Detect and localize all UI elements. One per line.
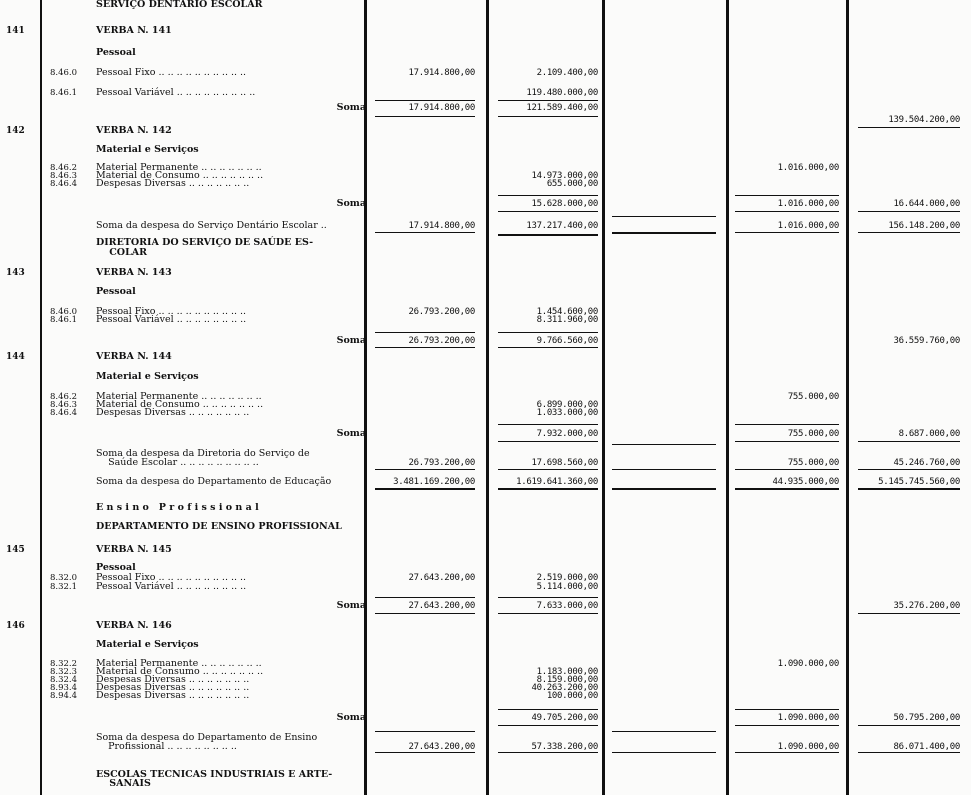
- amount-c2: 14.973.000,00: [531, 171, 598, 181]
- account-code: 8.94.4: [50, 691, 78, 701]
- amount-c4: 1.090.000,00: [777, 713, 839, 723]
- account-code: 8.46.3: [50, 171, 78, 181]
- row-description: VERBA N. 143: [96, 267, 172, 278]
- verba-number: 144: [6, 352, 25, 362]
- row-description: E n s i n o P r o f i s s i o n a l: [96, 502, 259, 513]
- amount-c2: 2.519.000,00: [536, 573, 598, 583]
- account-code: 8.93.4: [50, 683, 78, 693]
- amount-c2: 2.109.400,00: [536, 68, 598, 78]
- soma-label: Soma: [336, 600, 366, 611]
- amount-c5: 156.148.200,00: [888, 221, 960, 231]
- amount-c5: 35.276.200,00: [893, 601, 960, 611]
- amount-c2: 15.628.000,00: [531, 199, 598, 209]
- row-description: Pessoal Variável .. .. .. .. .. .. .. ..: [96, 581, 247, 592]
- amount-c2: 100.000,00: [546, 691, 598, 701]
- row-description: Material e Serviços: [96, 639, 199, 650]
- amount-c5: 36.559.760,00: [893, 336, 960, 346]
- column-rule: [486, 0, 489, 795]
- amount-c4: 1.090.000,00: [777, 659, 839, 669]
- account-code: 8.32.0: [50, 573, 78, 583]
- amount-c2: 57.338.200,00: [531, 742, 598, 752]
- account-code: 8.46.2: [50, 163, 78, 173]
- amount-c2: 1.454.600,00: [536, 307, 598, 317]
- amount-c2: 7.633.000,00: [536, 601, 598, 611]
- amount-c1: 27.643.200,00: [408, 573, 475, 583]
- amount-c2: 7.932.000,00: [536, 429, 598, 439]
- amount-c4: 44.935.000,00: [772, 477, 839, 487]
- row-description: Pessoal Fixo .. .. .. .. .. .. .. .. .. ..: [96, 306, 247, 317]
- amount-c1: 27.643.200,00: [408, 601, 475, 611]
- soma-label: Soma: [336, 428, 366, 439]
- row-description: Saúde Escolar .. .. .. .. .. .. .. .. ..: [96, 457, 259, 468]
- verba-number: 146: [6, 621, 25, 631]
- amount-c5: 86.071.400,00: [893, 742, 960, 752]
- amount-c2: 9.766.560,00: [536, 336, 598, 346]
- amount-c1: 17.914.800,00: [408, 68, 475, 78]
- row-description: Material de Consumo .. .. .. .. .. .. ..: [96, 399, 264, 410]
- amount-c4: 755.000,00: [787, 392, 839, 402]
- soma-label: Soma: [336, 102, 366, 113]
- account-code: 8.46.3: [50, 400, 78, 410]
- amount-c2: 137.217.400,00: [526, 221, 598, 231]
- amount-c2: 1.183.000,00: [536, 667, 598, 677]
- amount-c5: 16.644.000,00: [893, 199, 960, 209]
- row-description: Pessoal: [96, 562, 136, 573]
- soma-label: Soma: [336, 335, 366, 346]
- row-description: Material e Serviços: [96, 371, 199, 382]
- account-code: 8.46.2: [50, 392, 78, 402]
- row-description: Despesas Diversas .. .. .. .. .. .. ..: [96, 407, 250, 418]
- verba-number: 142: [6, 126, 25, 136]
- amount-c4: 755.000,00: [787, 429, 839, 439]
- amount-c2: 1.619.641.360,00: [516, 477, 598, 487]
- account-code: 8.32.4: [50, 675, 78, 685]
- row-description: Soma da despesa do Departamento de Ensino: [96, 732, 318, 743]
- soma-label: Soma: [336, 712, 366, 723]
- row-description: Despesas Diversas .. .. .. .. .. .. ..: [96, 178, 250, 189]
- row-description: Soma da despesa do Serviço Dentário Escolar ..: [96, 220, 327, 231]
- row-description: Material Permanente .. .. .. .. .. .. ..: [96, 391, 262, 402]
- column-rule: [364, 0, 367, 795]
- row-description: Despesas Diversas .. .. .. .. .. .. ..: [96, 674, 250, 685]
- row-description: Pessoal Variável .. .. .. .. .. .. .. .. ..: [96, 87, 256, 98]
- column-rule: [40, 0, 42, 795]
- amount-c1: 27.643.200,00: [408, 742, 475, 752]
- row-description: Pessoal: [96, 286, 136, 297]
- verba-number: 141: [6, 26, 25, 36]
- amount-c5: 8.687.000,00: [898, 429, 960, 439]
- row-description: Material Permanente .. .. .. .. .. .. ..: [96, 658, 262, 669]
- verba-number: 143: [6, 268, 25, 278]
- row-description: Pessoal: [96, 47, 136, 58]
- account-code: 8.46.0: [50, 307, 78, 317]
- soma-label: Soma: [336, 198, 366, 209]
- amount-c2: 1.033.000,00: [536, 408, 598, 418]
- column-rule: [846, 0, 849, 795]
- account-code: 8.46.4: [50, 179, 78, 189]
- account-code: 8.46.4: [50, 408, 78, 418]
- amount-c2: 6.899.000,00: [536, 400, 598, 410]
- row-description: DEPARTAMENTO DE ENSINO PROFISSIONAL: [96, 521, 342, 532]
- amount-c2: 49.705.200,00: [531, 713, 598, 723]
- row-description: VERBA N. 144: [96, 351, 172, 362]
- amount-c1: 3.481.169.200,00: [393, 477, 475, 487]
- row-description: Material de Consumo .. .. .. .. .. .. ..: [96, 170, 264, 181]
- amount-c4: 755.000,00: [787, 458, 839, 468]
- row-description: Profissional .. .. .. .. .. .. .. ..: [96, 741, 237, 752]
- row-description: DIRETORIA DO SERVIÇO DE SAÚDE ES-: [96, 237, 314, 248]
- row-description: SERVIÇO DENTÁRIO ESCOLAR: [96, 0, 263, 10]
- row-description: SANAIS: [96, 778, 151, 789]
- amount-c4: 1.090.000,00: [777, 742, 839, 752]
- column-rule: [602, 0, 605, 795]
- account-code: 8.32.3: [50, 667, 78, 677]
- row-description: Pessoal Fixo .. .. .. .. .. .. .. .. .. ..: [96, 67, 247, 78]
- amount-c2: 17.698.560,00: [531, 458, 598, 468]
- row-description: ESCOLAS TECNICAS INDUSTRIAIS E ARTE-: [96, 769, 333, 780]
- amount-c5: 50.795.200,00: [893, 713, 960, 723]
- row-description: Material e Serviços: [96, 144, 199, 155]
- amount-c1: 17.914.800,00: [408, 221, 475, 231]
- column-rule: [726, 0, 729, 795]
- row-description: Material de Consumo .. .. .. .. .. .. ..: [96, 666, 264, 677]
- row-description: Soma da despesa do Departamento de Educação: [96, 476, 332, 487]
- amount-c4: 1.016.000,00: [777, 199, 839, 209]
- amount-c4: 1.016.000,00: [777, 163, 839, 173]
- row-description: Material Permanente .. .. .. .. .. .. ..: [96, 162, 262, 173]
- amount-c2: 5.114.000,00: [536, 582, 598, 592]
- row-description: Despesas Diversas .. .. .. .. .. .. ..: [96, 682, 250, 693]
- verba-number: 145: [6, 545, 25, 555]
- amount-c1: 26.793.200,00: [408, 336, 475, 346]
- row-description: Pessoal Variável .. .. .. .. .. .. .. ..: [96, 314, 247, 325]
- amount-c1: 17.914.800,00: [408, 103, 475, 113]
- row-description: Soma da despesa da Diretoria do Serviço de: [96, 448, 310, 459]
- row-description: COLAR: [96, 247, 148, 258]
- amount-c1: 26.793.200,00: [408, 307, 475, 317]
- row-description: VERBA N. 146: [96, 620, 172, 631]
- account-code: 8.46.1: [50, 315, 78, 325]
- amount-c2: 40.263.200,00: [531, 683, 598, 693]
- amount-c2: 119.480.000,00: [526, 88, 598, 98]
- row-description: Pessoal Fixo .. .. .. .. .. .. .. .. .. ..: [96, 572, 247, 583]
- row-description: VERBA N. 145: [96, 544, 172, 555]
- row-description: Despesas Diversas .. .. .. .. .. .. ..: [96, 690, 250, 701]
- row-description: VERBA N. 141: [96, 25, 172, 36]
- account-code: 8.32.2: [50, 659, 78, 669]
- amount-c4: 1.016.000,00: [777, 221, 839, 231]
- amount-c2: 8.311.960,00: [536, 315, 598, 325]
- row-description: VERBA N. 142: [96, 125, 172, 136]
- account-code: 8.46.0: [50, 68, 78, 78]
- amount-c2: 8.159.000,00: [536, 675, 598, 685]
- amount-c5: 5.145.745.560,00: [878, 477, 960, 487]
- amount-c1: 26.793.200,00: [408, 458, 475, 468]
- amount-c5: 45.246.760,00: [893, 458, 960, 468]
- account-code: 8.46.1: [50, 88, 78, 98]
- amount-c2: 121.589.400,00: [526, 103, 598, 113]
- amount-c5: 139.504.200,00: [888, 115, 960, 125]
- amount-c2: 655.000,00: [546, 179, 598, 189]
- account-code: 8.32.1: [50, 582, 78, 592]
